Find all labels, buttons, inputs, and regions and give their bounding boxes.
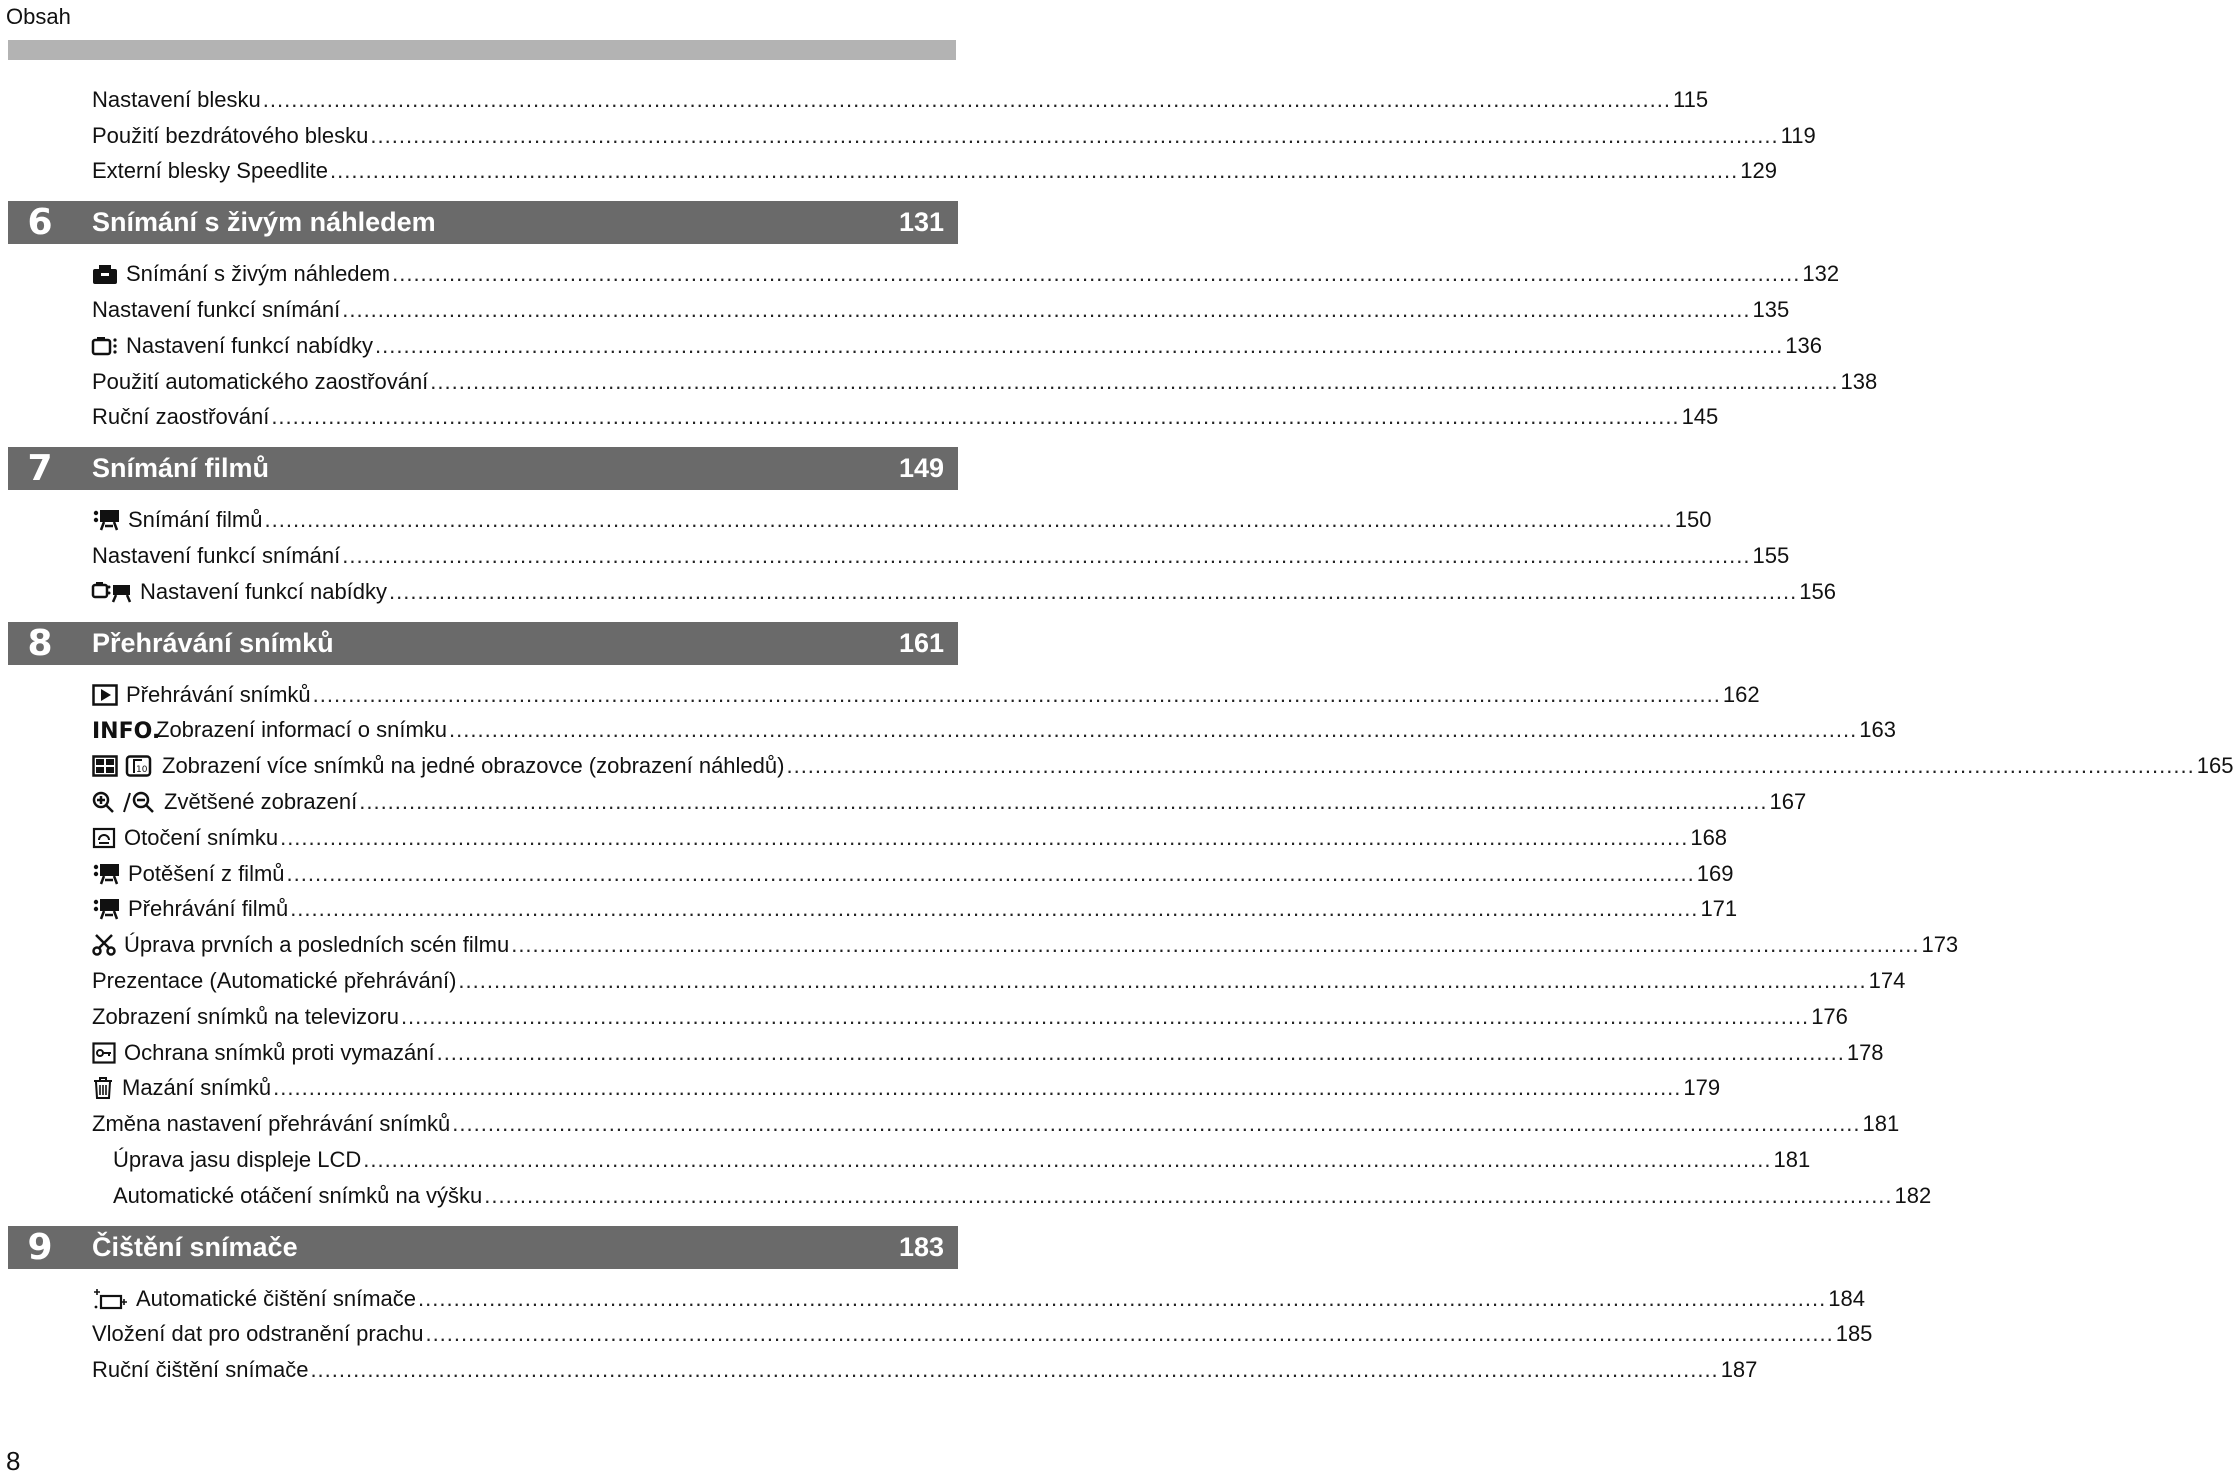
toc-entry-page: 156 <box>1799 578 1836 604</box>
toc-entry-title: Prezentace (Automatické přehrávání) <box>92 968 457 994</box>
toc-entry-title: Přehrávání filmů <box>128 896 289 922</box>
toc-entry-page: 169 <box>1696 860 1734 886</box>
leader-dots <box>342 297 1750 323</box>
toc-entry-title: Externí blesky Speedlite <box>92 158 329 184</box>
leader-dots <box>313 682 1721 708</box>
toc-entry-title: Snímání s živým náhledem <box>126 261 391 287</box>
toc-entry-page: 173 <box>1921 932 1959 958</box>
toc-entry[interactable] <box>0 1352 1758 1388</box>
toc-entry-title: Zobrazení snímků na televizoru <box>92 1003 399 1029</box>
toc-entry-title: Vložení dat pro odstranění prachu <box>92 1321 424 1347</box>
toc-entry-title: Automatické otáčení snímků na výšku <box>113 1182 483 1208</box>
toc-entry-page: 150 <box>1674 507 1712 533</box>
toc-entry-title: Ruční zaostřování <box>92 404 270 430</box>
chapter-page: 183 <box>898 1231 944 1262</box>
leader-dots <box>330 158 1738 184</box>
leader-dots <box>265 507 1673 533</box>
table-of-contents <box>0 82 2233 1388</box>
toc-entry-page: 184 <box>1828 1285 1865 1311</box>
chapter-number: 9 <box>27 1226 53 1268</box>
toc-entry[interactable] <box>0 1317 1873 1353</box>
toc-entry[interactable] <box>0 364 1878 400</box>
playback-icon <box>92 684 118 706</box>
toc-entry-title: Úprava prvních a posledních scén filmu <box>124 932 510 958</box>
toc-entry-page: 136 <box>1785 332 1822 358</box>
toc-entry-title: Nastavení funkcí nabídky <box>140 578 388 604</box>
leader-dots <box>418 1286 1826 1312</box>
toc-entry-page: 178 <box>1846 1039 1884 1065</box>
toc-entry-title: Nastavení blesku <box>92 86 261 112</box>
leader-dots <box>484 1183 1892 1209</box>
chapter-title: Přehrávání snímků <box>92 627 334 658</box>
toc-entry[interactable] <box>0 538 1790 574</box>
camera-icon <box>92 263 118 285</box>
toc-entry[interactable] <box>0 1281 1865 1317</box>
toc-entry-page: 174 <box>1868 968 1906 994</box>
svg-text:10: 10 <box>136 765 148 776</box>
toc-entry-title: Zvětšené zobrazení <box>164 789 358 815</box>
toc-entry-title: Zobrazení informací o snímku <box>156 717 448 743</box>
toc-entry[interactable] <box>0 1071 1721 1107</box>
toc-entry-page: 132 <box>1802 261 1840 287</box>
leader-dots <box>425 1321 1833 1347</box>
zoom-icon <box>92 791 156 813</box>
toc-entry[interactable] <box>0 256 1840 292</box>
leader-dots <box>287 861 1695 887</box>
chapter-title: Čištění snímače <box>92 1231 298 1262</box>
chapter-header <box>8 622 958 665</box>
section-label: Obsah <box>6 4 71 29</box>
toc-entry-title: Potěšení z filmů <box>128 860 285 886</box>
toc-entry-page: 119 <box>1780 122 1816 148</box>
leader-dots <box>280 825 1688 851</box>
toc-entry-page: 162 <box>1722 681 1760 707</box>
leader-dots <box>273 1075 1681 1101</box>
leader-dots <box>375 333 1783 359</box>
toc-entry[interactable] <box>0 1142 1811 1178</box>
movie-camera-icon <box>92 509 120 531</box>
toc-entry[interactable] <box>0 784 1807 820</box>
toc-entry-title: Nastavení funkcí snímání <box>92 297 341 323</box>
toc-entry[interactable] <box>0 154 1777 190</box>
toc-entry[interactable] <box>0 963 1906 999</box>
info-icon <box>92 719 161 745</box>
toc-entry[interactable] <box>0 118 1816 154</box>
camera-menu-icon <box>92 335 118 357</box>
toc-entry[interactable] <box>0 574 1836 610</box>
leader-dots <box>449 717 1857 743</box>
toc-entry-title: Zobrazení více snímků na jedné obrazovce (zobrazení náhledů) <box>162 753 785 779</box>
toc-entry-page: 167 <box>1769 789 1807 815</box>
toc-entry-title: Nastavení funkcí nabídky <box>126 332 374 358</box>
leader-dots <box>437 1040 1845 1066</box>
chapter-number: 6 <box>27 202 53 244</box>
toc-entry-title: Mazání snímků <box>122 1075 272 1101</box>
toc-entry-page: 185 <box>1835 1321 1873 1347</box>
leader-dots <box>363 1147 1771 1173</box>
toc-entry-title: Ruční čištění snímače <box>92 1357 309 1383</box>
leader-dots <box>786 753 2194 779</box>
toc-entry[interactable] <box>0 820 1728 856</box>
movie-menu-icon <box>92 581 132 603</box>
header-bar <box>8 40 956 60</box>
toc-entry[interactable] <box>0 328 1822 364</box>
toc-entry[interactable] <box>0 292 1790 328</box>
leader-dots <box>359 789 1767 815</box>
svg-text:INFO.: INFO. <box>92 719 161 745</box>
leader-dots <box>290 896 1698 922</box>
toc-entry-page: 129 <box>1740 158 1777 184</box>
leader-dots <box>263 87 1671 113</box>
leader-dots <box>389 579 1797 605</box>
leader-dots <box>392 261 1800 287</box>
toc-entry-page: 181 <box>1773 1147 1811 1173</box>
toc-entry-title: Snímání filmů <box>128 507 263 533</box>
chapter-title: Snímání filmů <box>92 453 270 484</box>
toc-entry[interactable] <box>0 400 1719 436</box>
toc-entry[interactable] <box>0 502 1712 538</box>
toc-entry-page: 155 <box>1752 543 1790 569</box>
rotate-icon <box>92 827 116 849</box>
chapter-header <box>8 447 958 490</box>
toc-entry[interactable] <box>0 892 1738 928</box>
leader-dots <box>511 932 1919 958</box>
leader-dots <box>342 543 1750 569</box>
toc-entry-title: Použití automatického zaostřování <box>92 368 429 394</box>
chapter-page: 149 <box>898 453 944 484</box>
toc-entry[interactable] <box>0 82 1709 118</box>
toc-entry[interactable] <box>0 927 1959 963</box>
toc-entry-title: Přehrávání snímků <box>126 681 311 707</box>
toc-entry-page: 165 <box>2196 753 2233 779</box>
leader-dots <box>271 404 1679 430</box>
toc-entry-page: 187 <box>1720 1357 1758 1383</box>
toc-entry-page: 135 <box>1752 297 1790 323</box>
toc-entry[interactable] <box>0 1106 1900 1142</box>
page-number: 8 <box>6 1446 21 1476</box>
leader-dots <box>310 1357 1718 1383</box>
leader-dots <box>452 1111 1860 1137</box>
leader-dots <box>458 968 1866 994</box>
chapter-header <box>8 201 958 244</box>
toc-entry[interactable] <box>0 856 1734 892</box>
chapter-number: 8 <box>27 622 53 664</box>
toc-entry[interactable] <box>0 713 1896 749</box>
toc-entry-title: Úprava jasu displeje LCD <box>113 1147 362 1173</box>
index-icon <box>92 755 154 777</box>
toc-entry-title: Změna nastavení přehrávání snímků <box>92 1111 451 1137</box>
toc-entry-page: 181 <box>1862 1111 1900 1137</box>
chapter-header <box>8 1226 958 1269</box>
toc-entry[interactable] <box>0 999 1848 1035</box>
chapter-page: 131 <box>898 207 944 238</box>
toc-entry-page: 115 <box>1673 86 1709 112</box>
toc-entry[interactable] <box>0 677 1760 713</box>
toc-entry[interactable] <box>0 748 2233 784</box>
chapter-title: Snímání s živým náhledem <box>92 207 436 238</box>
toc-entry-page: 176 <box>1811 1003 1848 1029</box>
trash-icon <box>92 1076 114 1100</box>
toc-entry-title: Otočení snímku <box>124 824 279 850</box>
scissors-icon <box>92 934 116 956</box>
leader-dots <box>430 369 1838 395</box>
toc-entry-title: Automatické čištění snímače <box>136 1285 417 1311</box>
toc-entry-title: Ochrana snímků proti vymazání <box>124 1039 435 1065</box>
chapter-number: 7 <box>27 448 53 490</box>
toc-entry-page: 171 <box>1700 896 1738 922</box>
movie-camera-icon <box>92 898 120 920</box>
toc-entry-page: 138 <box>1840 368 1878 394</box>
movie-camera-icon <box>92 863 120 885</box>
toc-entry-title: Použití bezdrátového blesku <box>92 122 369 148</box>
toc-entry-page: 182 <box>1894 1182 1932 1208</box>
toc-entry-title: Nastavení funkcí snímání <box>92 543 341 569</box>
leader-dots <box>370 123 1778 149</box>
toc-entry-page: 179 <box>1683 1075 1721 1101</box>
protect-icon <box>92 1042 116 1064</box>
chapter-page: 161 <box>898 627 944 658</box>
toc-entry[interactable] <box>0 1035 1884 1071</box>
toc-entry-page: 145 <box>1681 404 1719 430</box>
sensor-clean-icon <box>92 1287 128 1311</box>
toc-entry[interactable] <box>0 1178 1932 1214</box>
toc-entry-page: 168 <box>1690 824 1728 850</box>
leader-dots <box>401 1004 1809 1030</box>
toc-entry-page: 163 <box>1859 717 1896 743</box>
